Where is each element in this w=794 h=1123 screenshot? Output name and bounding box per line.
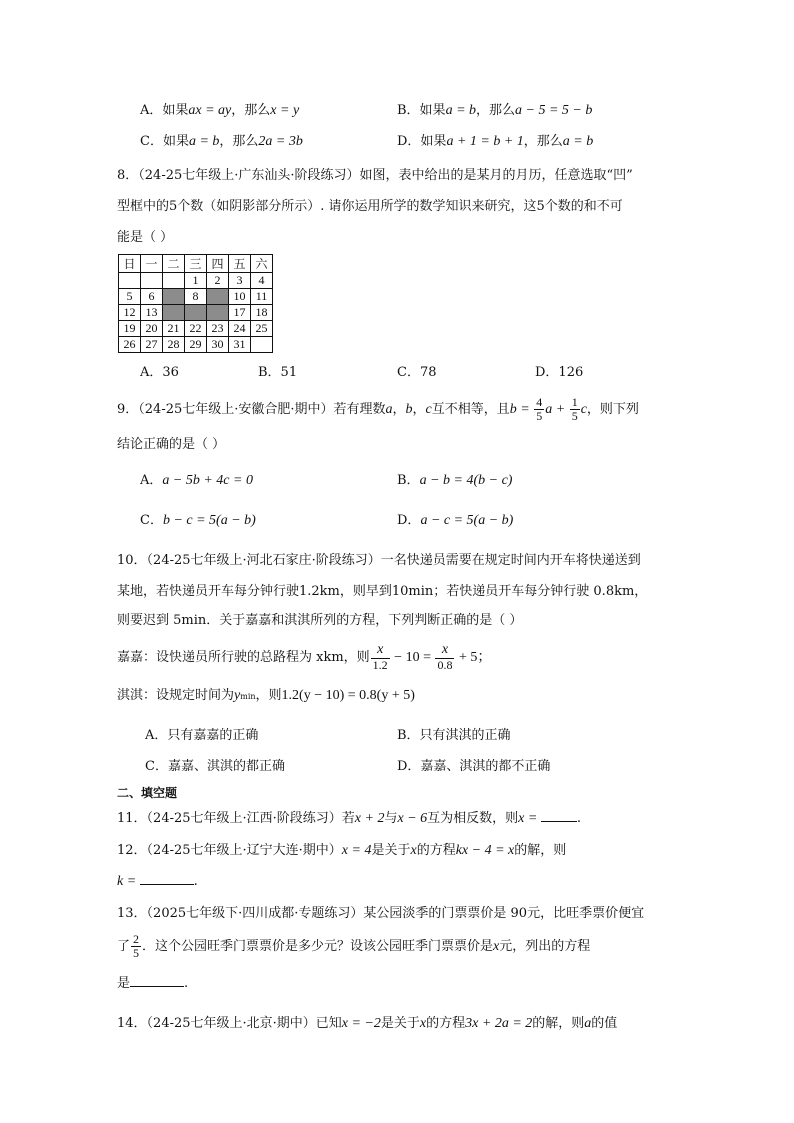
q9-fraction-2 [570,396,580,422]
calendar-cell [251,337,273,353]
q14-text: 14．（24-25七年级上·北京·期中）已知 [117,1016,342,1031]
q10-qiqi-text: ，则 [255,688,282,703]
q14-text: 的解，则 [532,1016,585,1031]
calendar-row [119,321,273,337]
q10-jiajia-eq-mid: − 10 = [390,650,435,665]
q13-line2 [117,930,590,964]
calendar-header-cell: 四 [207,255,229,273]
q12-expr-1: x = 4 [341,843,372,858]
calendar-cell [119,273,141,289]
q9-sep: ， [412,402,426,417]
calendar-cell: 24 [229,321,251,337]
q10-stem-line3: 则要迟到 5min．关于嘉嘉和淇淇所列的方程，下列判断正确的是（ ） [117,613,523,628]
q7-option-a-label: A．如果 [140,103,189,118]
q7-option-b [397,103,592,120]
q12-text: 12．（24-25七年级上·辽宁大连·期中） [117,843,342,858]
q13-line3 [117,976,188,992]
fraction-denominator: 1.2 [372,658,388,673]
calendar-row [119,337,273,353]
calendar-cell-shaded [163,305,185,321]
q14-expr-1: x = −2 [341,1016,381,1031]
calendar-cell: 1 [185,273,207,289]
q10-option-b: B．只有淇淇的正确 [397,728,511,743]
calendar-table [118,254,273,353]
q11-text: 11．（24-25七年级上·江西·阶段练习）若 [117,811,355,826]
calendar-cell: 2 [207,273,229,289]
calendar-cell: 18 [251,305,273,321]
q9-option-d [397,513,513,530]
q14-text: 是关于 [380,1016,420,1031]
q7-option-d-mid: ，那么 [523,134,563,149]
calendar-header-cell: 日 [119,255,141,273]
q7-option-b-mid: ，那么 [476,103,516,118]
q9-var-a: a [385,402,393,417]
q9-option-b [397,473,512,490]
q9-option-d-eq: a − c = 5(a − b) [420,513,514,528]
q9-eq-lhs: b = [509,402,534,417]
q10-jiajia-eq-end: + 5； [455,650,492,665]
q9-option-a-label: A． [140,473,163,488]
calendar-cell: 25 [251,321,273,337]
q7-option-c-eq1: a = b [188,134,220,149]
q13-line1: 13．（2025七年级下·四川成都·专题练习）某公园淡季的门票票价是 90元，比旺季票价便宜 [117,906,645,921]
fraction-numerator: 4 [536,395,543,410]
calendar-cell: 11 [251,289,273,305]
q9-option-a-eq: a − 5b + 4c = 0 [162,473,253,488]
q8-option-d: D．126 [535,365,584,380]
calendar-cell: 29 [185,337,207,353]
calendar-cell-shaded [207,305,229,321]
fraction-denominator: 0.8 [437,658,453,673]
fraction-numerator: 2 [133,932,140,947]
q9-stem-text: 9．（24-25七年级上·安徽合肥·期中）若有理数 [117,402,386,417]
q13-text: 元，列出的方程 [499,939,591,954]
q13-answer-blank[interactable] [130,986,184,987]
q7-option-c [140,134,303,151]
q14-var: x [419,1016,427,1031]
section-heading-fill-in: 二、填空题 [117,786,178,800]
calendar-cell: 30 [207,337,229,353]
calendar-cell: 4 [251,273,273,289]
q7-option-d [397,134,593,151]
q9-fraction-1 [534,396,544,422]
q10-qiqi-var: y [234,688,241,703]
q9-option-a [140,473,253,490]
q7-option-c-eq2: 2a = 3b [258,134,303,149]
q14-text: 的方程 [426,1016,466,1031]
q11-end: . [576,811,581,826]
calendar-cell: 21 [163,321,185,337]
q9-eq-term: a + [545,402,569,417]
calendar-cell-shaded [163,289,185,305]
q8-option-c: C．78 [397,365,437,380]
calendar-cell [141,273,163,289]
q10-stem-line1: 10．（24-25七年级上·河北石家庄·阶段练习）一名快递员需要在规定时间内开车将快递送到 [117,553,641,568]
q12-var: x [410,843,417,858]
q9-option-c-eq: b − c = 5(a − b) [162,513,256,528]
q7-option-c-mid: ，那么 [219,134,259,149]
q9-option-b-eq: a − b = 4(b − c) [419,473,513,488]
q9-sep: ， [392,402,406,417]
calendar-row [119,289,273,305]
q13-fraction [131,933,141,959]
q10-qiqi-text: 淇淇：设规定时间为 [117,688,235,703]
calendar-header-cell: 一 [141,255,163,273]
q10-stem-line2: 某地，若快递员开车每分钟行驶1.2km，则早到10min；若快递员开车每分钟行驶 0.8km， [117,584,648,599]
q10-option-c: C．嘉嘉、淇淇的都正确 [145,759,285,774]
q11-expr-2: x − 6 [397,811,428,826]
calendar-cell: 27 [141,337,163,353]
q7-option-a-eq2: x = y [270,103,300,118]
q14-expr-2: 3x + 2a = 2 [465,1016,533,1031]
q9-var-c: c [425,402,432,417]
q11-text: 互为相反数，则 [427,811,519,826]
q12-expr-3: k = [117,874,140,889]
q9-option-d-label: D． [397,513,421,528]
q8-option-b: B．51 [258,365,298,380]
calendar-cell: 22 [185,321,207,337]
q9-var-b: b [405,402,413,417]
calendar-cell: 8 [185,289,207,305]
q9-eq-term: c [580,402,587,417]
fraction-denominator: 5 [571,409,578,423]
calendar-row [119,305,273,321]
q9-stem-text: 互不相等，且 [431,402,510,417]
fraction-denominator: 5 [536,409,543,423]
q7-option-a-eq1: ax = ay [188,103,232,118]
q13-end: . [184,976,189,991]
calendar-header-cell: 三 [185,255,207,273]
q9-option-c-label: C． [140,513,163,528]
q7-option-c-label: C．如果 [140,134,189,149]
calendar-cell: 3 [229,273,251,289]
calendar-cell: 23 [207,321,229,337]
calendar-cell-shaded [185,305,207,321]
q8-option-a: A．36 [140,365,179,380]
calendar-cell: 12 [119,305,141,321]
q10-jiajia [117,641,491,675]
q11-text: 与 [384,811,398,826]
calendar-cell: 10 [229,289,251,305]
q10-jiajia-fraction-1 [371,643,390,671]
q14-var-a: a [584,1016,592,1031]
q10-option-d: D．嘉嘉、淇淇的都不正确 [397,759,551,774]
calendar-cell: 28 [163,337,185,353]
q11-answer-blank[interactable] [541,821,577,822]
q10-option-a: A．只有嘉嘉的正确 [145,728,259,743]
q9-stem-text: ，则下列 [586,402,639,417]
q12-text: 的方程 [416,843,456,858]
q11 [117,811,581,828]
calendar-cell: 31 [229,337,251,353]
q12-end: . [193,874,198,889]
q9-stem-line2: 结论正确的是（ ） [117,437,226,452]
q9-stem-line1 [117,393,639,427]
calendar-cell [163,273,185,289]
q7-option-b-eq1: a = b [445,103,477,118]
calendar-cell: 19 [119,321,141,337]
q9-option-c [140,513,256,530]
fraction-numerator: 1 [571,395,578,410]
q12-line1 [117,843,566,860]
calendar-cell-shaded [207,289,229,305]
q7-option-d-eq1: a + 1 = b + 1 [446,134,524,149]
calendar-header-cell: 五 [229,255,251,273]
q11-expr-1: x + 2 [354,811,385,826]
q12-text: 的解，则 [514,843,567,858]
q8-stem-line1: 8．（24-25七年级上·广东汕头·阶段练习）如图，表中给出的是某月的月历，任意选取“凹” [117,168,633,183]
q7-option-d-eq2: a = b [562,134,594,149]
q7-option-a-mid: ，那么 [231,103,271,118]
q14-text: 的值 [591,1016,618,1031]
calendar-cell: 5 [119,289,141,305]
q13-text: 是 [117,976,131,991]
calendar-cell: 17 [229,305,251,321]
q13-text: ．这个公园旺季门票票价是多少元？设该公园旺季门票票价是 [142,939,494,954]
q7-option-b-label: B．如果 [397,103,446,118]
calendar-row [119,273,273,289]
q7-option-d-label: D．如果 [397,134,447,149]
q10-jiajia-text: 嘉嘉：设快递员所行驶的总路程为 xkm，则 [117,650,370,665]
q10-qiqi-eq: 1.2(y − 10) = 0.8(y + 5) [281,688,415,703]
q13-text: 了 [117,939,131,954]
calendar-header-cell: 二 [163,255,185,273]
calendar-header-cell: 六 [251,255,273,273]
q7-option-a [140,103,299,120]
fraction-numerator: x [435,643,454,659]
q14-line1 [117,1016,617,1033]
calendar-header-row [119,255,273,273]
q8-stem-line3: 能是（ ） [117,230,174,245]
q12-expr-2: kx − 4 = x [455,843,515,858]
calendar-cell: 6 [141,289,163,305]
q12-line2 [117,874,198,891]
q7-option-b-eq2: a − 5 = 5 − b [515,103,593,118]
fraction-denominator: 5 [133,946,140,960]
q9-option-b-label: B． [397,473,420,488]
q10-qiqi [117,688,415,705]
calendar-cell: 20 [141,321,163,337]
fraction-numerator: x [371,643,390,659]
calendar-cell: 26 [119,337,141,353]
q10-qiqi-unit: min [240,692,256,701]
q12-text: 是关于 [371,843,411,858]
calendar-cell: 13 [141,305,163,321]
q8-stem-line2: 型框中的5个数（如阴影部分所示）. 请你运用所学的数学知识来研究，这5个数的和不可 [117,199,623,214]
q11-expr-3: x = [518,811,541,826]
q12-answer-blank[interactable] [140,884,194,885]
q13-var: x [493,939,500,954]
q10-jiajia-fraction-2 [435,643,454,671]
